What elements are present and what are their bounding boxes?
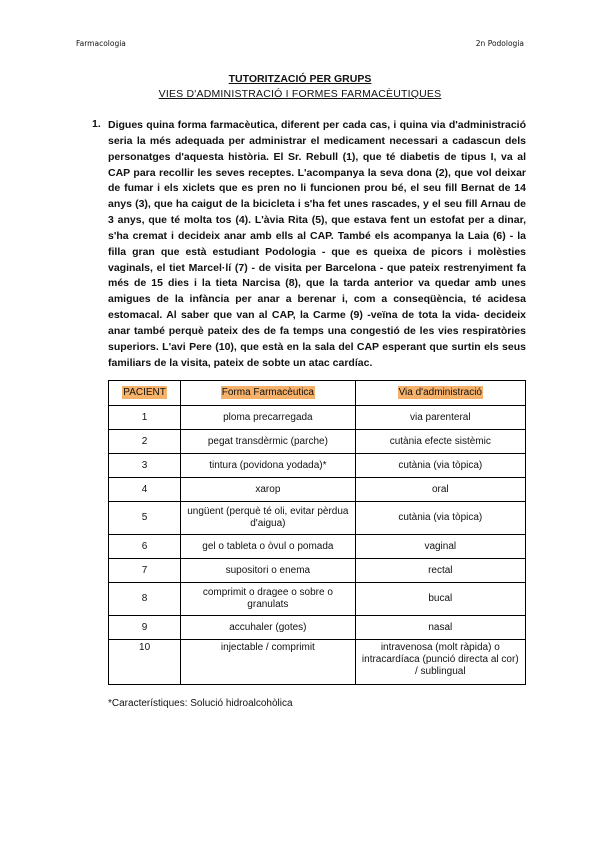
question-text: Digues quina forma farmacèutica, diferent per cada cas, i quina via d'administració seria la més adequada per administrar el medicament necessari a cadascun dels personatges d'aquesta història. El Sr. Rebull (1), que té diabetis de tipus I, va al CAP para recollir les seves receptes. L'acompanya la seva dona (2), que vol deixar de fumar i els xiclets que es pren no li funcionen prou bé, el seu fill Bernat de 14 anys (3), que ha caigut de la bicicleta i s'ha fet unes rascades, y el seu fill Arnau de 3 anys, que té molta tos (4). L'àvia Rita (5), que estava fent un estofat per a dinar, s'ha cremat i decideix anar amb ells al CAP. També els acompanya la Laia (6) - la filla gran que està estudiant Podologia - que es queixa de picors i molèsties vaginals, el tiet Marcel·lí (7) - de visita per Barcelona - que pateix restrenyiment fa més de 15 dies i la tieta Narcisa (8), que la tarda anterior va quedar amb unes amigues de la infància per anar a berenar i, com a conseqüència, té acidesa estomacal. Al saber que van al CAP, la Carme (9) -veïna de tota la vida- decideix anar també perquè pateix des de fa temps una congestió de les vies respiratòries superiors. L'avi Pere (10), que està en la sala del CAP esperant que surtin els seus familiars de la visita, pateix de sobte un atac cardíac. <box>108 119 526 369</box>
cell-forma: xarop <box>181 478 355 502</box>
cell-forma: pegat transdèrmic (parche) <box>181 430 355 454</box>
cell-via: nasal <box>355 616 525 640</box>
table-row <box>109 559 526 583</box>
cell-via: bucal <box>355 583 525 616</box>
cell-via: intravenosa (molt ràpida) o intracardíaca (punció directa al cor) / sublingual <box>355 640 525 685</box>
table-row <box>109 583 526 616</box>
cell-pacient: 9 <box>109 616 181 640</box>
cell-forma: comprimit o dragee o sobre o granulats <box>181 583 355 616</box>
table-row <box>109 616 526 640</box>
page-subtitle: VIES D'ADMINISTRACIÓ I FORMES FARMACÈUTIQUES <box>158 88 442 100</box>
header-group: 2n Podologia <box>475 39 524 48</box>
cell-forma: supositori o enema <box>181 559 355 583</box>
cell-forma: tintura (povidona yodada)* <box>181 454 355 478</box>
answer-table <box>108 380 526 685</box>
cell-pacient: 8 <box>109 583 181 616</box>
table-row <box>109 535 526 559</box>
header-course: Farmacologia <box>76 39 126 48</box>
cell-forma: injectable / comprimit <box>181 640 355 685</box>
cell-pacient: 5 <box>109 502 181 535</box>
table-row <box>109 640 526 685</box>
cell-pacient: 2 <box>109 430 181 454</box>
header-via <box>355 381 525 406</box>
table-row <box>109 406 526 430</box>
table-row <box>109 478 526 502</box>
cell-pacient: 4 <box>109 478 181 502</box>
table-row <box>109 454 526 478</box>
cell-pacient: 1 <box>109 406 181 430</box>
table-row <box>109 430 526 454</box>
cell-via: cutània (via tòpica) <box>355 454 525 478</box>
cell-pacient: 3 <box>109 454 181 478</box>
cell-via: cutània efecte sistèmic <box>355 430 525 454</box>
cell-via: cutània (via tòpica) <box>355 502 525 535</box>
header-forma-label: Forma Farmacèutica <box>221 387 314 398</box>
cell-forma: gel o tableta o òvul o pomada <box>181 535 355 559</box>
header-via-label: Via d'administració <box>398 387 482 398</box>
cell-pacient: 10 <box>109 640 181 685</box>
header-pacient <box>109 381 181 406</box>
cell-forma: ploma precarregada <box>181 406 355 430</box>
cell-via: oral <box>355 478 525 502</box>
cell-via: rectal <box>355 559 525 583</box>
cell-via: vaginal <box>355 535 525 559</box>
header-pacient-label: PACIENT <box>123 387 166 398</box>
table-row <box>109 502 526 535</box>
cell-pacient: 7 <box>109 559 181 583</box>
table-footnote: *Característiques: Solució hidroalcohòlica <box>108 698 293 709</box>
cell-forma: accuhaler (gotes) <box>181 616 355 640</box>
page-title: TUTORITZACIÓ PER GRUPS <box>228 73 372 85</box>
table-header-row <box>109 381 526 406</box>
question-number: 1. <box>92 118 101 130</box>
cell-via: via parenteral <box>355 406 525 430</box>
cell-pacient: 6 <box>109 535 181 559</box>
cell-forma: ungüent (perquè té oli, evitar pèrdua d'aigua) <box>181 502 355 535</box>
header-forma <box>181 381 355 406</box>
